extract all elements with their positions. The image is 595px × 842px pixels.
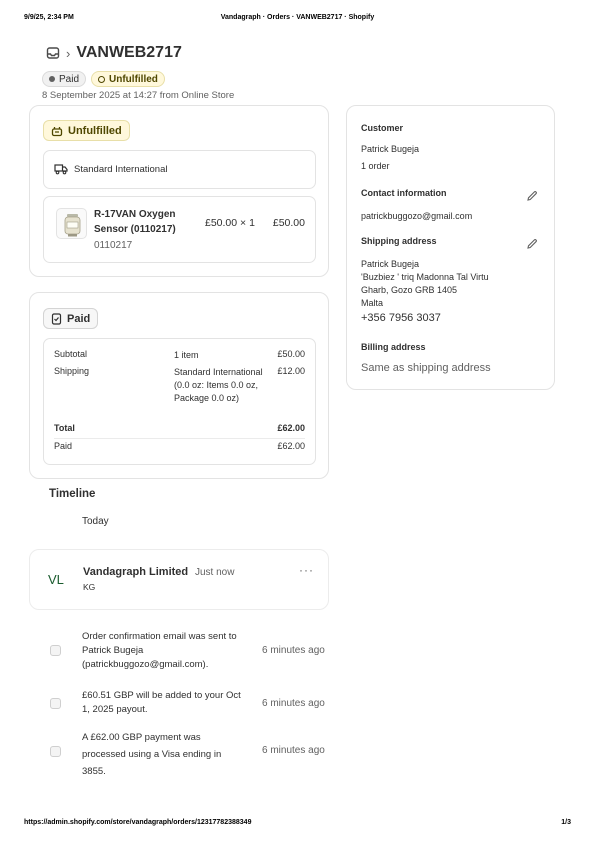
subtotal-detail: 1 item xyxy=(174,350,199,360)
subtotal-label: Subtotal xyxy=(54,349,88,359)
unfulfilled-status-pill xyxy=(43,120,130,141)
product-name-link[interactable]: R-17VAN Oxygen Sensor (0110217) xyxy=(94,209,176,235)
unfulfilled-badge-label: Unfulfilled xyxy=(109,73,158,85)
edit-contact-pencil-icon[interactable] xyxy=(526,189,538,201)
order-date-line: 8 September 2025 at 14:27 from Online Store xyxy=(42,90,235,101)
comment-time: Just now xyxy=(195,567,235,578)
subtotal-value: £50.00 xyxy=(277,349,305,359)
customer-email-link[interactable]: patrickbuggozo@gmail.com xyxy=(361,211,473,221)
more-actions-icon[interactable]: ··· xyxy=(299,563,314,577)
billing-address-value: Same as shipping address xyxy=(361,362,491,374)
unfulfilled-status-label: Unfulfilled xyxy=(68,124,122,137)
print-date: 9/9/25, 2:34 PM xyxy=(24,14,74,21)
edit-shipping-pencil-icon[interactable] xyxy=(526,237,538,249)
customer-name-link[interactable]: Patrick Bugeja xyxy=(361,144,420,154)
timeline-event xyxy=(50,729,330,775)
summary-divider xyxy=(54,438,305,439)
customer-orders-link[interactable]: 1 order xyxy=(361,161,390,171)
timeline-event-time: 6 minutes ago xyxy=(262,645,325,656)
comment-text: KG xyxy=(83,582,96,592)
payment-card xyxy=(29,292,329,479)
shipping-value: £12.00 xyxy=(277,366,305,376)
timeline-event-time: 6 minutes ago xyxy=(262,745,325,756)
address-line: Gharb, Gozo GRB 1405 xyxy=(361,285,458,295)
contact-info-title: Contact information xyxy=(361,188,447,198)
billing-address-title: Billing address xyxy=(361,342,426,352)
shipping-method-box xyxy=(43,150,316,189)
unfulfilled-badge xyxy=(91,71,165,87)
breadcrumb-chevron: › xyxy=(66,45,71,61)
address-line: Patrick Bugeja xyxy=(361,259,420,269)
address-line: Malta xyxy=(361,298,384,308)
receipt-icon xyxy=(51,313,62,325)
event-checkbox-icon[interactable] xyxy=(50,746,61,757)
product-thumbnail[interactable] xyxy=(56,208,87,239)
paid-status-pill xyxy=(43,308,98,329)
customer-phone: +356 7956 3037 xyxy=(361,312,441,324)
shipping-detail: Standard International (0.0 oz: Items 0.0 oz, Package 0.0 oz) xyxy=(174,367,263,403)
shipping-label: Shipping xyxy=(54,366,90,376)
timeline-comment xyxy=(29,549,329,610)
timeline-title: Timeline xyxy=(49,488,96,500)
product-sku: 0110217 xyxy=(94,240,133,251)
avatar: VL xyxy=(48,572,64,587)
comment-author: Vandagraph Limited xyxy=(83,566,189,578)
page-title: VANWEB2717 xyxy=(76,44,182,61)
total-label: Total xyxy=(54,423,75,433)
shipping-address-title: Shipping address xyxy=(361,236,437,246)
event-checkbox-icon[interactable] xyxy=(50,698,61,709)
event-checkbox-icon[interactable] xyxy=(50,645,61,656)
print-url: https://admin.shopify.com/store/vandagraph/orders/12317782388349 xyxy=(24,819,252,826)
fulfillment-card xyxy=(29,105,329,277)
paid-label: Paid xyxy=(54,441,73,451)
inbox-icon[interactable] xyxy=(46,46,60,60)
timeline-event-time: 6 minutes ago xyxy=(262,698,325,709)
paid-badge xyxy=(42,71,86,87)
paid-badge-label: Paid xyxy=(59,73,80,85)
timeline-event-text: A £62.00 GBP payment was processed using a Visa ending in 3855. xyxy=(82,732,222,777)
page-title-row xyxy=(46,44,182,62)
timeline-event xyxy=(50,689,330,721)
line-item-box xyxy=(43,196,316,263)
total-value: £62.00 xyxy=(277,423,305,433)
timeline-event xyxy=(50,630,330,675)
customer-card xyxy=(346,105,555,390)
product-line-total: £50.00 xyxy=(272,217,305,229)
shipping-method-label: Standard International xyxy=(74,163,168,175)
address-line: 'Buzbiez ' triq Madonna Tal Virtu xyxy=(361,272,489,282)
unfulfilled-ring-icon xyxy=(98,76,105,83)
print-footer xyxy=(24,819,571,831)
order-status-badges xyxy=(42,71,165,87)
fulfillment-box-icon xyxy=(51,125,63,137)
paid-status-label: Paid xyxy=(67,312,91,325)
payment-summary-box xyxy=(43,338,316,465)
print-page-number: 1/3 xyxy=(561,819,571,826)
truck-icon xyxy=(54,163,68,175)
paid-value: £62.00 xyxy=(277,441,305,451)
timeline-event-text: £60.51 GBP will be added to your Oct 1, 2025 payout. xyxy=(82,690,241,715)
print-title: Vandagraph · Orders · VANWEB2717 · Shopify xyxy=(220,14,375,21)
timeline-event-text: Order confirmation email was sent to Patrick Bugeja (patrickbuggozo@gmail.com). xyxy=(82,631,237,670)
print-header xyxy=(24,14,571,26)
timeline-today-label: Today xyxy=(82,516,109,527)
paid-dot-icon xyxy=(49,76,55,82)
product-price-qty: £50.00 × 1 xyxy=(205,217,255,229)
customer-section-title: Customer xyxy=(361,123,404,133)
